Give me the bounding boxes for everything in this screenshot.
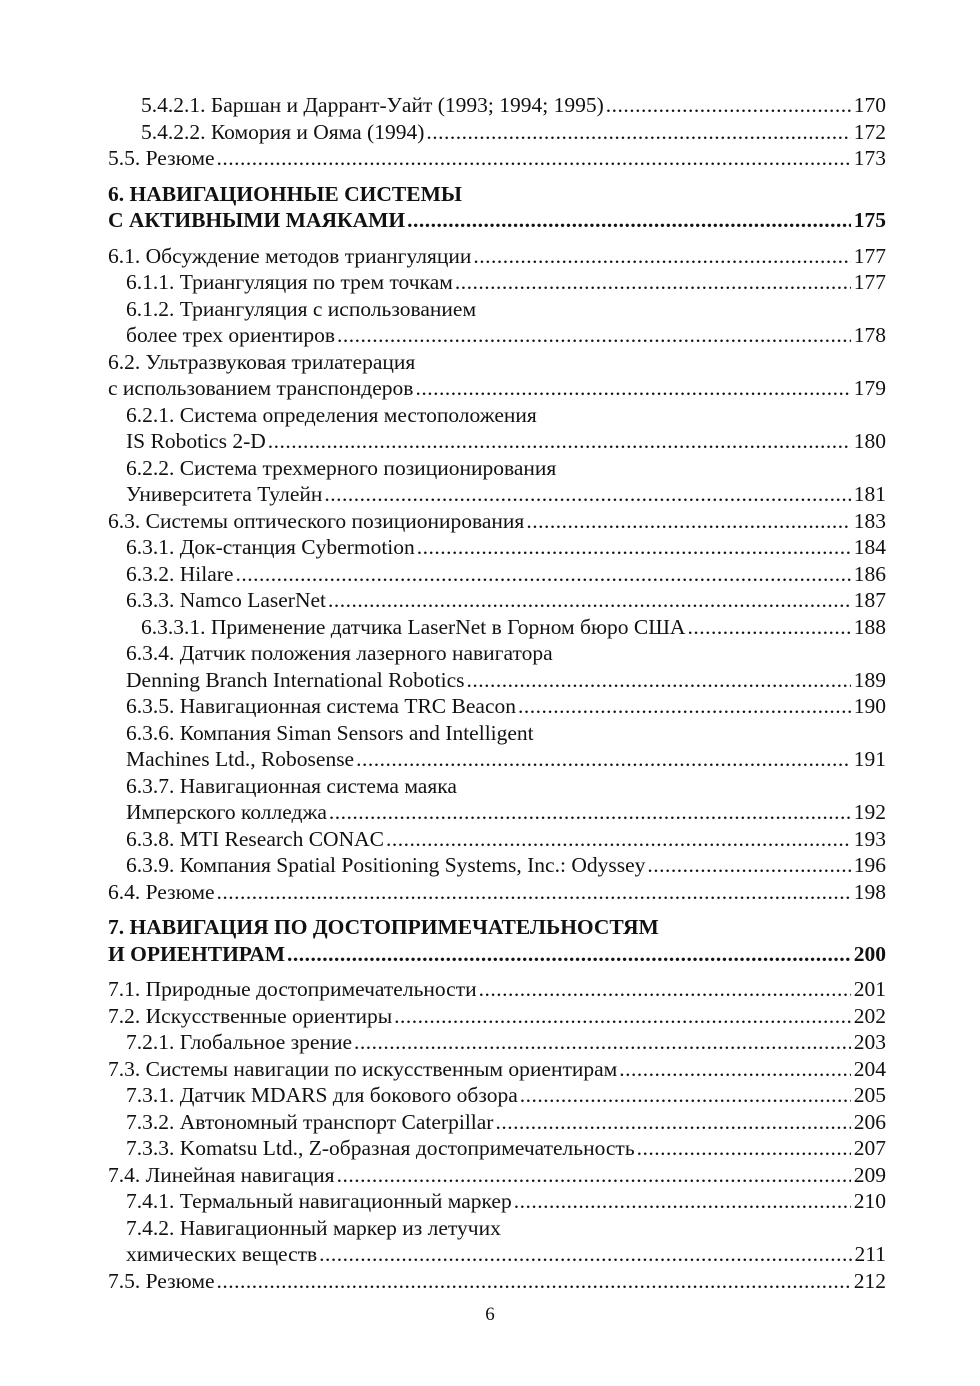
toc-entry [108,773,886,800]
dot-leader [647,852,850,879]
dot-leader [479,976,851,1003]
toc-entry-title: 5.4.2.1. Баршан и Даррант-Уайт (1993; 1994; 1995) [141,93,604,117]
toc-entry [108,614,886,641]
toc-entry [108,1162,886,1189]
toc-entry [108,428,886,455]
toc-entry-title: 6.3. Системы оптического позиционирования [108,508,525,533]
toc-entry [108,826,886,853]
dot-leader [455,269,851,296]
dot-leader [337,322,851,349]
toc-entry-title: 6.3.7. Навигационная система маяка [126,773,457,798]
dot-leader [356,746,851,773]
toc-entry-title: 6.3.4. Датчик положения лазерного навигатора [126,641,553,665]
toc-entry-title: 6.3.5. Навигационная система TRC Beacon [126,694,516,718]
toc-entry-title: 7.1. Природные достопримечательности [108,977,477,1001]
toc-entry [108,879,886,906]
toc-entry [108,296,886,323]
toc-entry [108,799,886,826]
toc-entry [108,1003,886,1030]
toc-entry [108,1268,886,1295]
toc-entry [108,746,886,773]
toc-entry [108,693,886,720]
dot-leader [426,119,850,146]
dot-leader [328,587,851,614]
toc-entry-page: 211 [854,1242,886,1266]
table-of-contents [108,92,886,1294]
dot-leader [606,92,851,119]
toc-entry [108,402,886,429]
dot-leader [217,1268,851,1295]
toc-entry-page: 172 [853,119,886,144]
toc-entry [108,1241,886,1268]
toc-entry [108,1056,886,1083]
toc-entry-title: Имперского колледжа [126,800,327,824]
toc-entry-title: 6.4. Резюме [108,879,215,904]
dot-leader [386,826,851,853]
toc-entry-page: 192 [853,800,886,824]
toc-entry [108,976,886,1003]
dot-leader [319,1241,851,1268]
toc-entry-page: 202 [853,1003,886,1028]
toc-entry-title: 6.1.2. Триангуляция с использованием [126,296,477,321]
toc-entry-page: 184 [853,535,886,559]
dot-leader [287,941,851,968]
toc-entry-title: 6.3.3. Namco LaserNet [126,588,326,612]
toc-chapter-heading [108,181,886,208]
dot-leader [526,508,850,535]
dot-leader [637,1135,851,1162]
dot-leader [467,667,851,694]
dot-leader [473,243,850,270]
toc-entry-title: 6.3.6. Компания Siman Sensors and Intelligent [126,720,534,745]
toc-entry-title: 7.3.2. Автономный транспорт Caterpillar [126,1109,494,1134]
toc-entry [108,349,886,376]
toc-entry-page: 207 [853,1136,886,1160]
toc-entry-page: 198 [853,879,886,904]
toc-entry-page: 193 [853,826,886,851]
toc-entry-page: 201 [853,977,886,1001]
toc-entry-page: 206 [853,1109,886,1134]
toc-entry-title: IS Robotics 2-D [126,429,266,453]
toc-entry [108,322,886,349]
toc-entry-title: более трех ориентиров [126,323,335,347]
toc-entry-title: 7.2.1. Глобальное зрение [126,1030,353,1054]
dot-leader [619,1056,851,1083]
toc-entry [108,1109,886,1136]
toc-entry [108,1082,886,1109]
toc-entry-title: 7.2. Искусственные ориентиры [108,1003,393,1028]
dot-leader [329,799,851,826]
toc-entry-page: 210 [853,1189,886,1213]
toc-entry-page: 203 [853,1030,886,1054]
toc-entry-title: 5.5. Резюме [108,146,215,170]
toc-entry [108,534,886,561]
toc-entry-page: 188 [853,614,886,639]
toc-entry-page: 187 [853,588,886,612]
toc-entry-title: 7.4. Линейная навигация [108,1162,335,1187]
toc-entry-page: 177 [853,243,886,268]
dot-leader [337,1162,851,1189]
dot-leader [235,561,850,588]
toc-entry-title: 7.4.2. Навигационный маркер из летучих [126,1215,501,1240]
toc-entry-page: 179 [853,376,886,400]
toc-entry-page: 200 [853,941,886,966]
toc-entry-title: 7.3. Системы навигации по искусственным ориентирам [108,1056,618,1081]
toc-entry-page: 177 [853,270,886,294]
toc-entry [108,1188,886,1215]
page-number: 6 [485,1304,495,1325]
toc-entry-page: 212 [853,1268,886,1293]
dot-leader [268,428,851,455]
toc-entry [108,720,886,747]
toc-entry-page: 175 [853,208,886,232]
toc-entry [108,92,886,119]
toc-entry-title: С АКТИВНЫМИ МАЯКАМИ [108,208,406,232]
toc-entry-page: 170 [853,93,886,117]
toc-entry [108,561,886,588]
toc-entry [108,269,886,296]
toc-entry [108,481,886,508]
toc-entry-title: 5.4.2.2. Комория и Ояма (1994) [141,119,425,144]
toc-chapter-heading [108,914,886,941]
toc-entry-title: 7.3.1. Датчик MDARS для бокового обзора [126,1083,518,1107]
toc-entry [108,587,886,614]
dot-leader [687,614,850,641]
dot-leader [407,207,851,234]
toc-entry [108,455,886,482]
toc-entry-title: 7.5. Резюме [108,1268,215,1293]
toc-entry-title: 6.2.2. Система трехмерного позиционирования [126,455,557,480]
toc-entry [108,852,886,879]
toc-chapter-heading [108,207,886,234]
toc-entry-page: 189 [853,667,886,692]
toc-entry-page: 209 [853,1162,886,1187]
toc-entry [108,640,886,667]
toc-entry-page: 205 [853,1083,886,1107]
dot-leader [417,534,851,561]
toc-entry-title: Университета Тулейн [126,482,323,506]
toc-chapter-heading [108,941,886,968]
toc-entry [108,243,886,270]
toc-entry-title: 6.3.8. MTI Research CONAC [126,826,384,851]
toc-entry-title: И ОРИЕНТИРАМ [108,941,286,966]
dot-leader [217,879,851,906]
toc-entry-page: 178 [853,323,886,347]
toc-entry [108,667,886,694]
toc-entry-page: 191 [853,747,886,771]
toc-entry-title: 6.3.1. Док-станция Cybermotion [126,535,415,559]
toc-entry-title: 7.4.1. Термальный навигационный маркер [126,1189,512,1213]
toc-entry-title: 6.2.1. Система определения местоположения [126,402,537,427]
toc-entry-title: 7. НАВИГАЦИЯ ПО ДОСТОПРИМЕЧАТЕЛЬНОСТЯМ [108,915,659,939]
toc-entry-page: 204 [853,1056,886,1081]
toc-entry-title: 6.1.1. Триангуляция по трем точкам [126,270,453,294]
toc-entry [108,1135,886,1162]
toc-entry-page: 181 [853,482,886,506]
toc-entry-title: 7.3.3. Komatsu Ltd., Z-образная достопримечательность [126,1136,635,1160]
dot-leader [518,693,851,720]
toc-entry-title: химических веществ [126,1242,318,1266]
toc-entry-title: 6.2. Ультразвуковая трилатерация [108,349,416,374]
toc-entry [108,508,886,535]
dot-leader [514,1188,851,1215]
toc-entry-title: 6.3.2. Hilare [126,561,234,586]
toc-entry [108,119,886,146]
toc-entry-title: 6.3.3.1. Применение датчика LaserNet в Горном бюро США [141,614,686,639]
dot-leader [495,1109,850,1136]
toc-entry-title: Denning Branch International Robotics [126,667,465,692]
toc-entry-page: 173 [853,146,886,170]
toc-entry [108,145,886,172]
dot-leader [415,375,850,402]
toc-entry-title: 6.1. Обсуждение методов триангуляции [108,243,472,268]
toc-entry [108,1029,886,1056]
toc-entry-page: 183 [853,508,886,533]
dot-leader [324,481,850,508]
toc-entry-page: 180 [853,429,886,453]
toc-entry-title: с использованием транспондеров [108,376,414,400]
dot-leader [394,1003,851,1030]
toc-entry-title: 6.3.9. Компания Spatial Positioning Systems, Inc.: Odyssey [126,853,646,877]
dot-leader [217,145,851,172]
dot-leader [354,1029,851,1056]
toc-entry-page: 190 [853,694,886,718]
toc-entry [108,1215,886,1242]
toc-entry-title: 6. НАВИГАЦИОННЫЕ СИСТЕМЫ [108,181,462,206]
toc-entry-page: 196 [853,853,886,877]
toc-entry-page: 186 [853,561,886,586]
toc-entry-title: Machines Ltd., Robosense [126,747,355,771]
dot-leader [520,1082,851,1109]
toc-entry [108,375,886,402]
